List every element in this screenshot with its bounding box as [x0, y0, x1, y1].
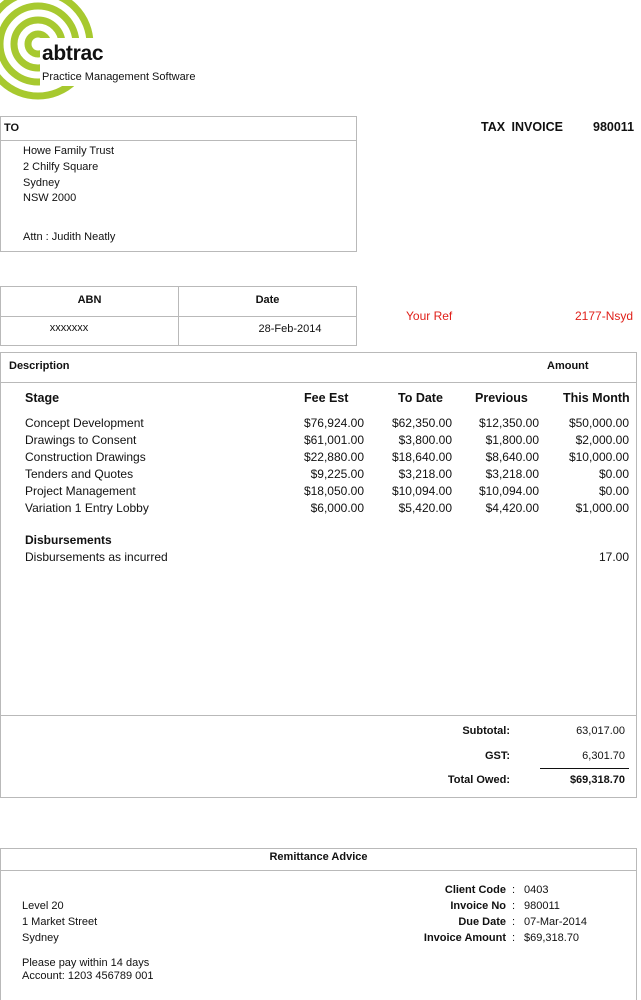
- to-date: $3,218.00: [398, 467, 452, 481]
- date-label: Date: [255, 294, 280, 306]
- your-ref-value: 2177-Nsyd: [575, 309, 634, 323]
- stage-name: Construction Drawings: [25, 450, 146, 464]
- date-value: 28-Feb-2014: [258, 323, 322, 335]
- fee-est: $18,050.00: [303, 484, 364, 498]
- stage-name: Drawings to Consent: [25, 433, 137, 447]
- table-row: [0, 433, 641, 450]
- table-row: [0, 450, 641, 467]
- stage-name: Variation 1 Entry Lobby: [25, 501, 149, 515]
- invoice-amount-label: Invoice Amount: [423, 932, 506, 944]
- recipient-header: [1, 117, 356, 141]
- table-row: [0, 416, 641, 433]
- to-date: $10,094.00: [391, 484, 452, 498]
- fee-est: $76,924.00: [303, 416, 364, 430]
- this-month: $0.00: [598, 484, 629, 498]
- remit-address-line: Level 20: [22, 900, 64, 912]
- recipient-line: NSW 2000: [23, 192, 77, 204]
- previous: $10,094.00: [478, 484, 539, 498]
- brand-tagline: Practice Management Software: [42, 71, 196, 83]
- invoice-no-label: Invoice No: [450, 900, 506, 912]
- invoice-no-value: 980011: [524, 900, 560, 912]
- col-stage: Stage: [25, 391, 60, 405]
- disbursements-heading-row: [0, 533, 641, 550]
- previous: $8,640.00: [485, 450, 539, 464]
- invoice-amount-value: $69,318.70: [524, 932, 580, 944]
- this-month: $1,000.00: [575, 501, 629, 515]
- subtotal-value: 63,017.00: [576, 725, 625, 737]
- fee-est: $61,001.00: [303, 433, 364, 447]
- to-date: $3,800.00: [398, 433, 452, 447]
- gst-value: 6,301.70: [582, 750, 625, 762]
- remit-address-line: 1 Market Street: [22, 916, 98, 928]
- client-code-value: 0403: [524, 884, 549, 896]
- abn-date-grid: [0, 286, 357, 346]
- stage-name: Tenders and Quotes: [25, 467, 134, 481]
- brand-name: abtrac: [42, 42, 104, 65]
- recipient-line: Sydney: [23, 177, 60, 189]
- recipient-line: 2 Chilfy Square: [23, 161, 99, 173]
- total-owed-value: $69,318.70: [569, 774, 625, 786]
- table-row: [0, 467, 641, 484]
- previous: $12,350.00: [478, 416, 539, 430]
- client-code-label: Client Code: [444, 884, 506, 896]
- to-date: $5,420.00: [398, 501, 452, 515]
- to-label: TO: [4, 122, 20, 134]
- remit-note-line: Please pay within 14 days: [22, 957, 150, 969]
- table-row: [0, 484, 641, 501]
- this-month: $0.00: [598, 467, 629, 481]
- this-month: $2,000.00: [575, 433, 629, 447]
- recipient-box: [0, 116, 357, 252]
- to-date: $18,640.00: [391, 450, 452, 464]
- fee-est: $6,000.00: [310, 501, 364, 515]
- disbursement-row: [0, 550, 641, 567]
- disbursement-amount: 17.00: [598, 550, 629, 564]
- to-date: $62,350.00: [391, 416, 452, 430]
- this-month: $50,000.00: [568, 416, 629, 430]
- remittance-title: Remittance Advice: [269, 851, 368, 863]
- col-previous: Previous: [475, 391, 528, 405]
- previous: $1,800.00: [485, 433, 539, 447]
- subtotal-label: Subtotal:: [462, 725, 510, 737]
- abn-label: ABN: [77, 294, 102, 306]
- fee-est: $9,225.00: [310, 467, 364, 481]
- total-owed-label: Total Owed:: [447, 774, 510, 786]
- disbursement-name: Disbursements as incurred: [25, 550, 168, 564]
- remit-address-line: Sydney: [22, 932, 59, 944]
- table-row: [0, 501, 641, 518]
- recipient-line: Howe Family Trust: [23, 145, 115, 157]
- col-this-month: This Month: [563, 391, 630, 405]
- invoice-number: 980011: [593, 120, 635, 134]
- stage-name: Concept Development: [25, 416, 144, 430]
- previous: $4,420.00: [485, 501, 539, 515]
- remit-note-line: Account: 1203 456789 001: [22, 970, 154, 982]
- your-ref-label: Your Ref: [406, 309, 453, 323]
- previous: $3,218.00: [485, 467, 539, 481]
- recipient-attn: Attn : Judith Neatly: [23, 231, 116, 243]
- disbursements-heading: Disbursements: [25, 533, 112, 547]
- invoice-title: TAX INVOICE: [481, 120, 563, 134]
- fee-est: $22,880.00: [303, 450, 364, 464]
- amount-header: Amount: [547, 360, 589, 372]
- due-date-value: 07-Mar-2014: [524, 916, 587, 928]
- due-date-label: Due Date: [458, 916, 506, 928]
- gst-label: GST:: [484, 750, 510, 762]
- stage-name: Project Management: [25, 484, 136, 498]
- abn-value: xxxxxxx: [49, 322, 89, 334]
- description-header: Description: [9, 360, 70, 372]
- this-month: $10,000.00: [568, 450, 629, 464]
- col-to-date: To Date: [398, 391, 443, 405]
- col-fee-est: Fee Est: [304, 391, 349, 405]
